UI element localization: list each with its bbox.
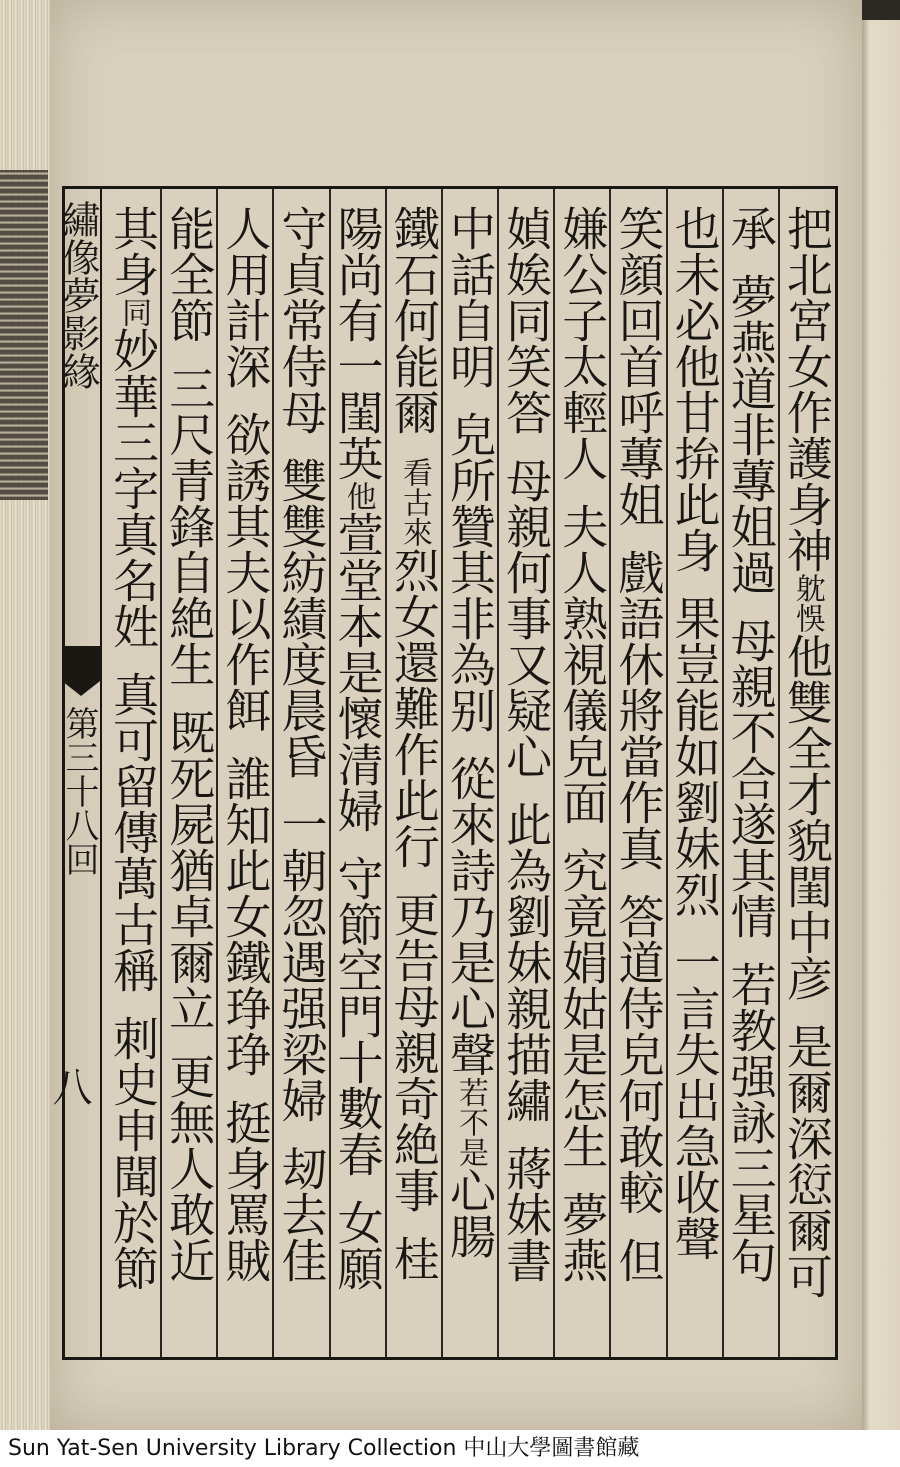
verse-text: 桂 xyxy=(386,1235,441,1281)
column-rule xyxy=(553,189,555,1357)
verse-text: 把北宮女作護身神 xyxy=(779,205,834,573)
verse-text: 從來詩乃是心聲 xyxy=(442,755,497,1077)
page-spine xyxy=(46,186,102,1360)
verse-text: 人用計深 xyxy=(218,205,273,389)
folio-number: 八 xyxy=(46,1066,92,1106)
annotation-text: 躭悞 xyxy=(789,573,825,633)
column-rule xyxy=(385,189,387,1357)
text-column xyxy=(386,189,442,1357)
text-column xyxy=(161,189,217,1357)
fishtail-mark xyxy=(62,646,100,696)
column-rule xyxy=(441,189,443,1357)
column-rule xyxy=(329,189,331,1357)
verse-text: 此為劉妹親描繡 xyxy=(499,801,554,1123)
column-rule xyxy=(722,189,724,1357)
verse-text: 承 xyxy=(723,205,778,251)
verse-text: 夢燕道非蓴姐過 xyxy=(723,273,778,595)
verse-text: 烈女還難作此行 xyxy=(386,547,441,869)
verse-text: 但 xyxy=(611,1237,666,1283)
verse-text: 既死屍猶卓爾立 xyxy=(162,709,217,1031)
verse-text: 嫌公子太輕人 xyxy=(555,205,610,481)
verse-text: 他雙全才貌閨中彦 xyxy=(779,633,834,1001)
verse-text: 陽尚有一閨英 xyxy=(330,205,385,481)
verse-text: 雙雙紡績度晨昏 xyxy=(274,457,329,779)
verse-text: 守節空門十數春 xyxy=(330,855,385,1177)
column-rule xyxy=(160,189,162,1357)
column-rule xyxy=(216,189,218,1357)
text-column xyxy=(610,189,666,1357)
annotation-text: 同 xyxy=(116,297,152,327)
text-column xyxy=(779,189,835,1357)
verse-text: 三尺青鋒自絶生 xyxy=(162,365,217,687)
verse-text: 其身 xyxy=(106,205,161,297)
page-corner-shadow xyxy=(862,0,900,20)
verse-text: 誰知此女鐵琤琤 xyxy=(218,755,273,1077)
verse-text: 笑顔回首呼蓴姐 xyxy=(611,205,666,527)
annotation-text: 若不是 xyxy=(452,1077,488,1167)
verse-text: 戲語休將當作真 xyxy=(611,549,666,871)
verse-text: 刼去佳 xyxy=(274,1145,329,1283)
annotation-text: 看古來 xyxy=(396,457,432,547)
verse-text: 母親不合遂其情 xyxy=(723,617,778,939)
text-column xyxy=(105,189,161,1357)
text-frame xyxy=(46,186,838,1360)
verse-text: 究竟娟姑是怎生 xyxy=(555,847,610,1169)
verse-text: 挺身罵賊 xyxy=(218,1099,273,1283)
verse-text: 欲誘其夫以作餌 xyxy=(218,411,273,733)
verse-text: 一朝忽遇强梁婦 xyxy=(274,801,329,1123)
verse-text: 更無人敢近 xyxy=(162,1053,217,1283)
verse-text: 夢燕 xyxy=(555,1191,610,1283)
annotation-text: 他 xyxy=(340,481,376,511)
column-rule xyxy=(609,189,611,1357)
verse-text: 中話自明 xyxy=(442,205,497,389)
book-title: 繡像夢影緣 xyxy=(56,200,100,390)
text-column xyxy=(498,189,554,1357)
text-column xyxy=(723,189,779,1357)
column-rule xyxy=(666,189,668,1357)
book-edge-dark xyxy=(0,170,48,500)
text-column xyxy=(667,189,723,1357)
verse-text: 能全節 xyxy=(162,205,217,343)
verse-text: 果豈能如劉妹烈 xyxy=(667,595,722,917)
text-column xyxy=(554,189,610,1357)
column-rule xyxy=(497,189,499,1357)
verse-text: 心腸 xyxy=(442,1167,497,1259)
verse-text: 鐵石何能爾 xyxy=(386,205,441,435)
verse-text: 一言失出急收聲 xyxy=(667,939,722,1261)
verse-text: 妙華三字真名姓 xyxy=(106,327,161,649)
verse-text: 母親何事又疑心 xyxy=(499,457,554,779)
text-column xyxy=(442,189,498,1357)
verse-text: 是爾深愆爾可 xyxy=(779,1023,834,1299)
column-rule xyxy=(272,189,274,1357)
chapter-number: 第三十八回 xyxy=(59,706,99,876)
text-column xyxy=(217,189,273,1357)
verse-text: 媜娭同笑答 xyxy=(499,205,554,435)
verse-text: 守貞常侍母 xyxy=(274,205,329,435)
verse-text: 萱堂本是懷清婦 xyxy=(330,511,385,833)
verse-text: 蔣妹書 xyxy=(499,1145,554,1283)
collection-caption: Sun Yat-Sen University Library Collection 中山大學圖書館藏 xyxy=(0,1430,900,1467)
verse-text: 若教强詠三星句 xyxy=(723,961,778,1283)
verse-text: 女願 xyxy=(330,1199,385,1291)
column-rule xyxy=(778,189,780,1357)
verse-text: 答道侍皃何敢較 xyxy=(611,893,666,1215)
verse-text: 皃所贊其非為别 xyxy=(442,411,497,733)
verse-text: 刺史申聞於節 xyxy=(106,1015,161,1291)
verse-text: 真可留傳萬古稱 xyxy=(106,671,161,993)
verse-text: 夫人熟視儀皃面 xyxy=(555,503,610,825)
facing-page-edge xyxy=(862,0,900,1430)
text-column xyxy=(273,189,329,1357)
text-column xyxy=(330,189,386,1357)
verse-text: 更告母親奇絶事 xyxy=(386,891,441,1213)
verse-text: 也未必他甘拚此身 xyxy=(667,205,722,573)
